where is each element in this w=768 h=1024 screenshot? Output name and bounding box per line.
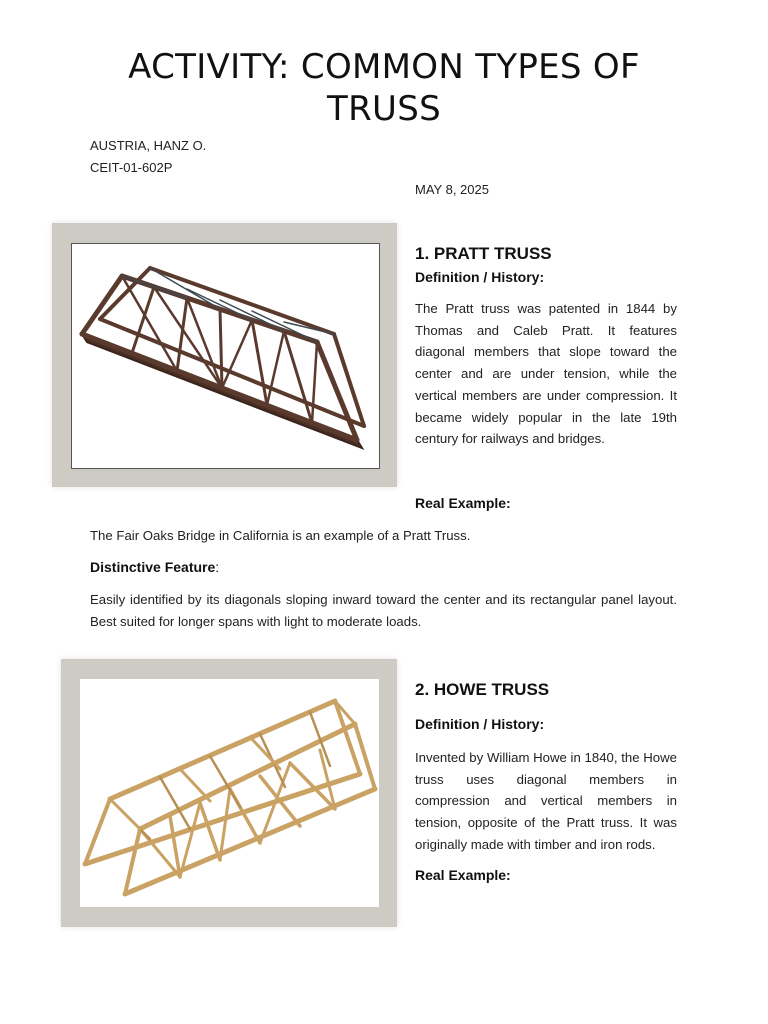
section-code: CEIT-01-602P: [90, 160, 173, 175]
title-line-1: ACTIVITY: COMMON TYPES OF: [128, 47, 640, 87]
howe-truss-model-icon: [80, 679, 379, 907]
title-line-2: TRUSS: [327, 89, 441, 129]
author-name: AUSTRIA, HANZ O.: [90, 138, 207, 153]
pratt-example-text: The Fair Oaks Bridge in California is an example of a Pratt Truss.: [90, 528, 471, 543]
howe-definition-text: Invented by William Howe in 1840, the Howe truss uses diagonal members in compression and vertical members in tension, opposite of the Pratt truss. It was originally made with timber and iron rods.: [415, 750, 677, 852]
pratt-heading: 1. PRATT TRUSS: [415, 244, 552, 263]
howe-image-frame: [61, 659, 397, 927]
howe-example-label: Real Example:: [415, 867, 511, 883]
pratt-image-frame: [52, 223, 397, 487]
pratt-definition-label: Definition / History:: [415, 269, 545, 285]
pratt-example-label: Real Example:: [415, 495, 511, 511]
howe-truss-photo: [80, 679, 379, 907]
pratt-feature-text: Easily identified by its diagonals sloping inward toward the center and its rectangular panel layout. Best suited for longer spans with light to moderate loads.: [90, 592, 677, 629]
document-date: MAY 8, 2025: [415, 182, 489, 197]
pratt-feature-colon: :: [215, 559, 220, 575]
page-title: [60, 46, 708, 130]
pratt-feature-label-text: Distinctive Feature: [90, 559, 216, 575]
howe-heading: 2. HOWE TRUSS: [415, 680, 550, 699]
pratt-feature-label: [90, 559, 219, 575]
howe-definition-label: Definition / History:: [415, 716, 545, 732]
pratt-truss-bridge-icon: [72, 244, 379, 468]
pratt-definition-text: The Pratt truss was patented in 1844 by Thomas and Caleb Pratt. It features diagonal members that slope toward the center and are under tension, while the vertical members are under compression. It became widely popular in the late 19th century for railways and bridges.: [415, 301, 677, 447]
pratt-truss-photo: [71, 243, 380, 469]
